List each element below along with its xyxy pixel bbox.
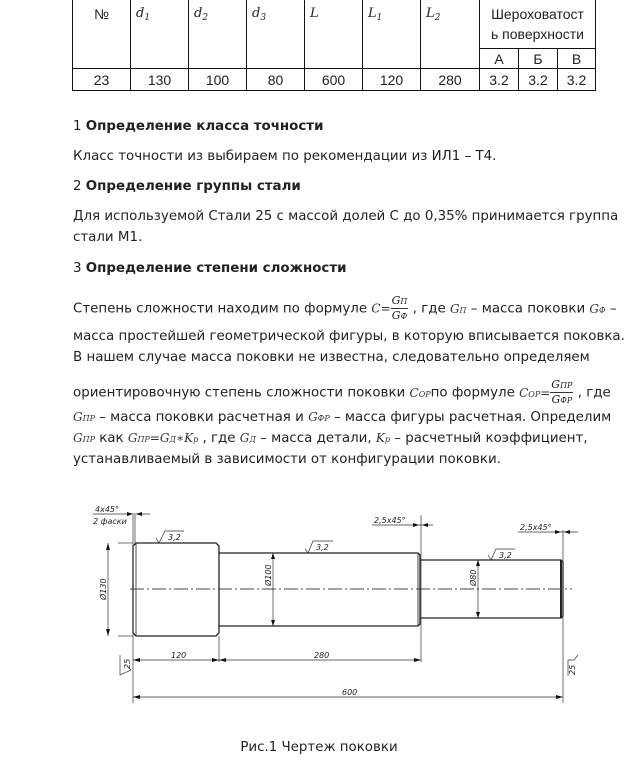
- arrow: [564, 530, 570, 534]
- text-run: Степень сложности находим по формуле: [73, 301, 372, 317]
- header-no-label: №: [93, 6, 110, 22]
- fraction-denominator: [391, 309, 409, 323]
- symbol-eq: =: [149, 431, 160, 445]
- cell-L2: 280: [421, 69, 480, 91]
- symbol-Gfr: [308, 410, 330, 424]
- text-run: по формуле: [430, 385, 520, 401]
- section-2-title: Определение группы стали: [85, 179, 301, 194]
- label-len-280: 280: [314, 651, 330, 660]
- section-3-line1: [73, 294, 617, 323]
- label-roughness-2: 3,2: [316, 543, 329, 552]
- header-L1-sub: 1: [376, 13, 383, 23]
- section-3-line4: [73, 378, 611, 407]
- symbol-G: G: [391, 309, 401, 322]
- symbol-eq: =: [540, 385, 551, 400]
- header-d1-sub: 1: [144, 13, 151, 23]
- symbol-mul: ∗: [175, 431, 185, 445]
- label-len-600: 600: [342, 688, 358, 697]
- cell-L1: 120: [363, 69, 421, 91]
- symbol-sub: ОР: [418, 389, 431, 399]
- arrow: [414, 658, 421, 662]
- arrow: [106, 543, 110, 550]
- symbol-sub: ПР: [560, 381, 573, 390]
- formula-C: [371, 302, 390, 316]
- symbol-G: G: [391, 294, 401, 307]
- symbol-G: G: [551, 378, 561, 391]
- symbol-sub: П: [400, 297, 408, 306]
- symbol-sub: Д: [249, 435, 256, 444]
- section-2-number: 2: [73, 179, 82, 194]
- symbol-G: G: [308, 410, 318, 424]
- text-run: – масса поковки расчетная и: [94, 410, 309, 425]
- arrow: [422, 523, 428, 527]
- cell-A: 3.2: [480, 69, 519, 91]
- section-3-heading: [73, 258, 346, 280]
- shaft-section-2: [219, 553, 420, 626]
- cell-V: 3.2: [558, 69, 596, 91]
- section-1-body: Класс точности из выбираем по рекомендации из ИЛ1 – Т4.: [73, 149, 497, 164]
- forging-drawing: [0, 490, 638, 710]
- section-1-number: 1: [73, 119, 82, 134]
- symbol-sub: Ф: [599, 305, 606, 315]
- header-roughness-line1: Шероховатост: [491, 6, 584, 22]
- header-d3-sub: 3: [260, 13, 267, 23]
- symbol-G: G: [73, 431, 83, 445]
- cell-B: 3.2: [519, 69, 558, 91]
- figure-caption: Рис.1 Чертеж поковки: [240, 740, 398, 755]
- label-chamfer-left-note: 2 фаски: [93, 517, 127, 526]
- text-run: – расчетный коэффициент,: [389, 431, 588, 446]
- label-len-120: 120: [171, 651, 187, 660]
- text-run: –: [605, 301, 617, 317]
- symbol-C: C: [371, 301, 381, 316]
- header-roughness-A: А: [480, 49, 519, 69]
- fraction-numerator: [550, 378, 573, 393]
- symbol-Gpr: [73, 431, 95, 445]
- label-chamfer-left: 4x45°: [95, 505, 120, 514]
- arrow: [127, 512, 133, 516]
- arrow: [555, 530, 561, 534]
- symbol-sub: Ф: [400, 312, 408, 321]
- header-d1: [131, 0, 189, 69]
- text-run: – масса детали,: [255, 431, 376, 446]
- symbol-K: K: [375, 431, 385, 445]
- arrow: [136, 512, 142, 516]
- arrow: [212, 658, 219, 662]
- header-no: [73, 0, 131, 69]
- section-3-line2: масса простейшей геометрической фигуры, в которую вписывается поковка.: [73, 329, 625, 344]
- section-3-line6: [73, 427, 588, 451]
- table-header-row: [73, 0, 596, 49]
- fraction-numerator: [391, 294, 409, 309]
- label-d130: Ø130: [99, 578, 108, 600]
- arrow: [271, 620, 275, 626]
- header-roughness-V: В: [558, 49, 596, 69]
- section-3-line3: В нашем случае масса поковки не известна, следовательно определяем: [73, 350, 590, 365]
- symbol-Gd: [240, 431, 256, 445]
- label-chamfer-mid: 2,5x45°: [374, 516, 406, 525]
- label-d100: Ø100: [264, 564, 273, 586]
- arrow: [133, 658, 140, 662]
- header-d2-label: d: [194, 6, 203, 21]
- symbol-sub: ПР: [82, 435, 95, 444]
- arrow: [556, 695, 563, 699]
- symbol-sub: ПР: [82, 414, 95, 423]
- header-d1-label: d: [136, 6, 145, 21]
- fraction-denominator: [550, 393, 573, 407]
- fraction-Gpr-over-Gfr: [550, 378, 573, 407]
- arrow: [219, 658, 226, 662]
- section-2-heading: [73, 176, 301, 198]
- symbol-Cop: [410, 386, 431, 400]
- symbol-G: G: [239, 431, 250, 445]
- header-L2-sub: 2: [434, 13, 441, 23]
- fraction-Gp-over-Gf: [391, 294, 409, 323]
- cell-d2: 100: [189, 69, 247, 91]
- symbol-G: G: [551, 393, 561, 406]
- header-roughness-line2: ь поверхности: [491, 26, 584, 42]
- section-2-body-line2: стали М1.: [73, 230, 143, 245]
- text-run: – масса фигуры расчетная. Определим: [329, 410, 612, 425]
- arrow: [413, 523, 419, 527]
- text-run: как: [94, 431, 128, 446]
- symbol-Kp: [376, 431, 390, 445]
- header-L1: [363, 0, 421, 69]
- label-roughness-general-right: 25: [568, 664, 577, 675]
- header-roughness-B: Б: [519, 49, 558, 69]
- cell-L: 600: [305, 69, 363, 91]
- header-roughness: [480, 0, 596, 49]
- header-d3: [247, 0, 305, 69]
- arrow: [106, 629, 110, 636]
- header-d3-label: d: [252, 6, 261, 21]
- cell-d3: 80: [247, 69, 305, 91]
- symbol-eq: =: [380, 301, 391, 316]
- header-L: [305, 0, 363, 69]
- formula-Cop: [519, 386, 550, 400]
- label-chamfer-right: 2,5x45°: [520, 523, 552, 532]
- symbol-G: G: [73, 410, 83, 424]
- header-d2: [189, 0, 247, 69]
- label-roughness-general-left: 25: [123, 658, 132, 669]
- label-roughness-1: 3,2: [168, 533, 181, 542]
- arrow: [133, 695, 140, 699]
- symbol-K: K: [184, 431, 194, 445]
- section-3-line7: устанавливаемый в зависимости от конфигурации поковки.: [73, 452, 501, 467]
- section-3-number: 3: [73, 261, 82, 276]
- text-run: , где: [573, 385, 611, 401]
- symbol-Gp: [450, 302, 467, 316]
- cell-d1: 130: [131, 69, 189, 91]
- header-L2-label: L: [426, 6, 435, 21]
- section-1-heading: [73, 116, 323, 138]
- symbol-Gpr: [73, 410, 95, 424]
- label-d80: Ø80: [469, 569, 478, 586]
- arrow: [476, 560, 480, 566]
- header-L-label: L: [310, 6, 319, 21]
- symbol-sub: р: [193, 435, 199, 444]
- section-1-title: Определение класса точности: [85, 119, 324, 134]
- section-2-body-line1: Для используемой Стали 25 с массой долей С до 0,35% принимается группа: [73, 209, 619, 224]
- symbol-C: C: [409, 385, 419, 400]
- symbol-sub: Д: [169, 435, 176, 444]
- shaft-section-1: [133, 543, 219, 636]
- symbol-sub: р: [384, 435, 390, 444]
- symbol-sub: ФР: [560, 396, 573, 405]
- cell-no: 23: [73, 69, 131, 91]
- symbol-sub: ФР: [317, 414, 330, 423]
- symbol-sub: ОР: [528, 389, 541, 399]
- symbol-G: G: [127, 431, 138, 445]
- symbol-sub: П: [459, 305, 467, 315]
- arrow: [476, 612, 480, 618]
- symbol-G: G: [159, 431, 170, 445]
- header-L1-label: L: [368, 6, 377, 21]
- arrow: [271, 553, 275, 559]
- text-run: , где: [198, 431, 240, 446]
- formula-Gpr: [128, 431, 198, 445]
- section-3-title: Определение степени сложности: [85, 261, 347, 276]
- symbol-G: G: [589, 301, 599, 316]
- text-run: , где: [408, 301, 450, 317]
- text-run: – масса поковки: [466, 301, 590, 317]
- symbol-Gf: [589, 302, 605, 316]
- symbol-G: G: [449, 301, 460, 316]
- table-row: [73, 69, 596, 91]
- header-L2: [421, 0, 480, 69]
- symbol-C: C: [519, 385, 529, 400]
- label-roughness-3: 3,2: [499, 551, 512, 560]
- text-run: ориентировочную степень сложности поковки: [73, 385, 410, 401]
- symbol-sub: ПР: [137, 435, 150, 444]
- parameters-table: [72, 0, 596, 91]
- header-d2-sub: 2: [202, 13, 209, 23]
